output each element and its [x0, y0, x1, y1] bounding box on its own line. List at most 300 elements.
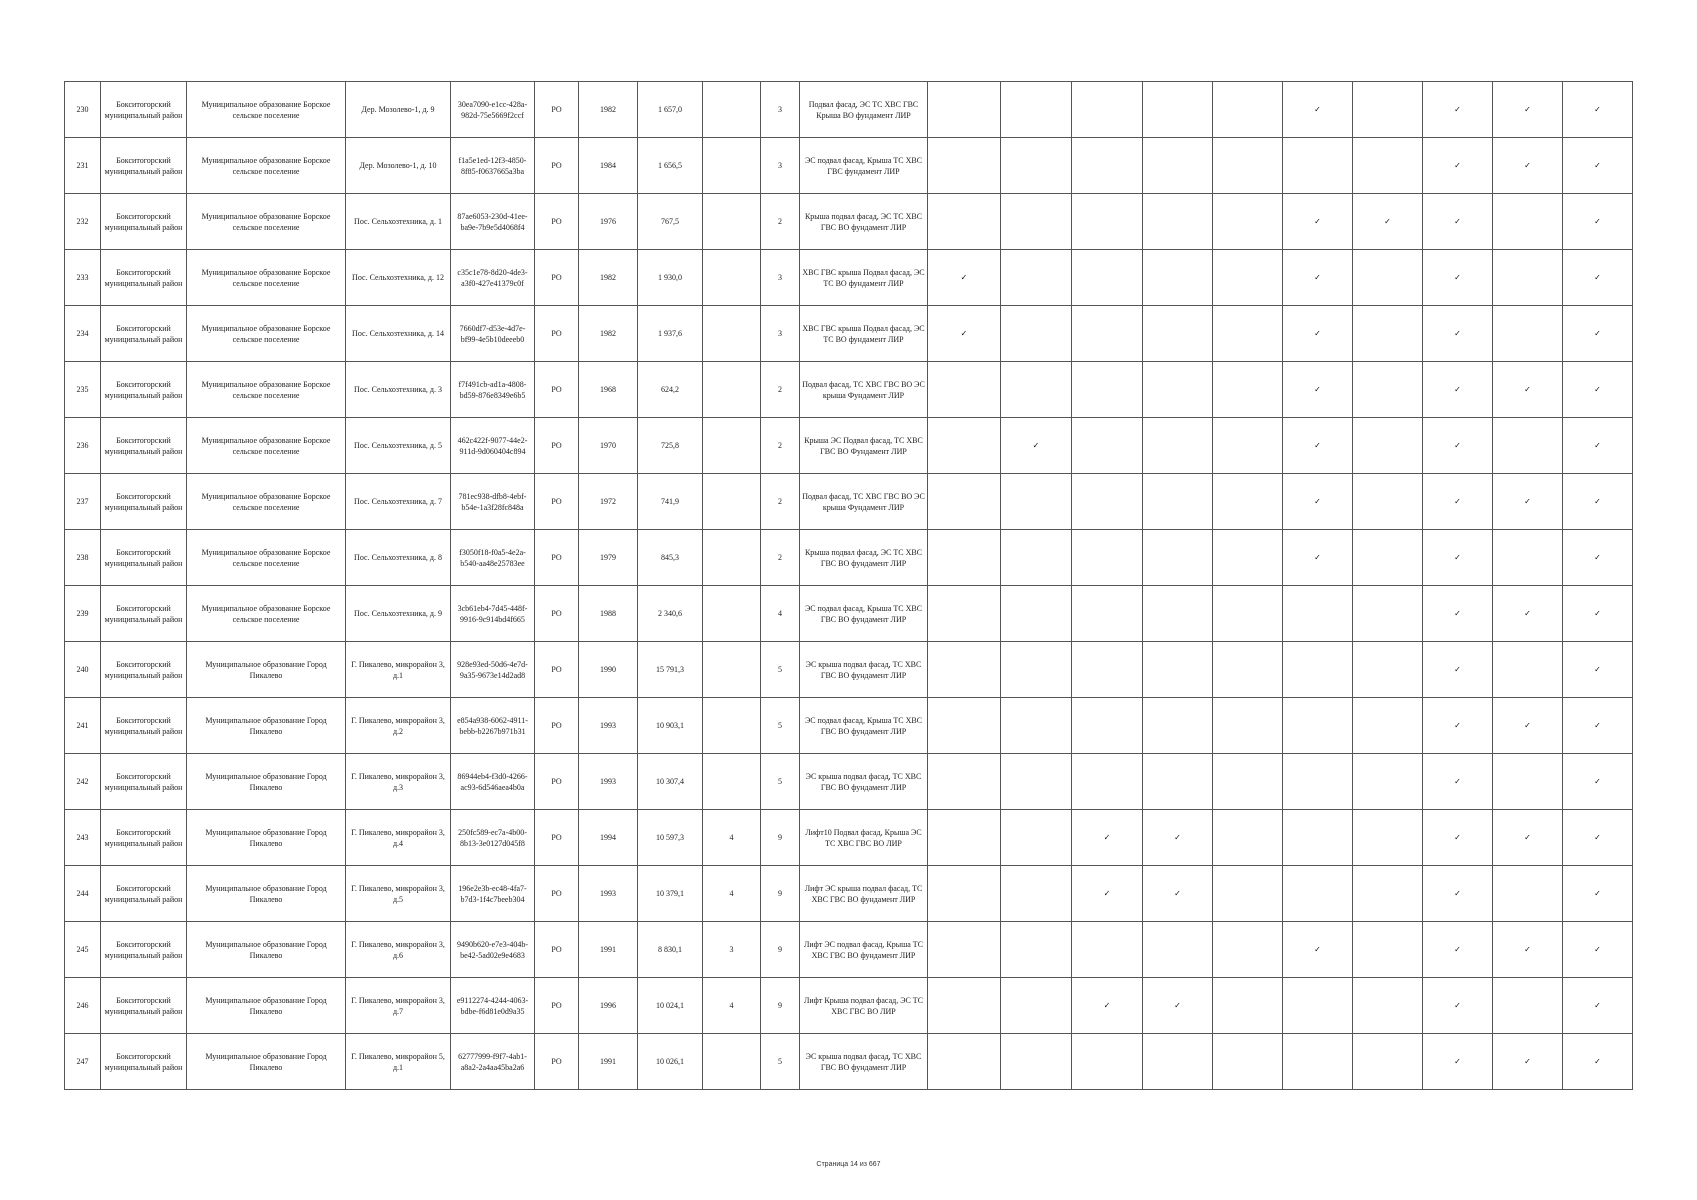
work-check-cell [1283, 866, 1353, 922]
cell-total-area: 624,2 [638, 362, 703, 418]
cell-floor-count: 3 [761, 82, 800, 138]
cell-fias-code: e854a938-6062-4911-bebb-b2267b971b31 [451, 698, 535, 754]
cell-fias-code: 87ae6053-230d-41ee-ba9e-7b9e5d4068f4 [451, 194, 535, 250]
check-mark-icon: ✓ [1594, 777, 1601, 786]
cell-row-number: 234 [65, 306, 101, 362]
check-mark-icon: ✓ [1594, 1057, 1601, 1066]
check-mark-icon: ✓ [1454, 441, 1461, 450]
work-check-cell [1353, 586, 1423, 642]
work-check-cell [1213, 474, 1283, 530]
work-check-cell [928, 922, 1001, 978]
cell-municipality-name: Муниципальное образование Борское сельское поселение [187, 474, 346, 530]
cell-floor-count: 2 [761, 530, 800, 586]
cell-row-number: 241 [65, 698, 101, 754]
cell-fund-form: РО [535, 362, 579, 418]
page-number-footer: Страница 14 из 667 [816, 1161, 881, 1168]
work-check-cell [1143, 362, 1213, 418]
cell-lift-count [703, 1034, 761, 1090]
check-mark-icon: ✓ [1032, 441, 1040, 450]
cell-district-name: Бокситогорский муниципальный район [101, 754, 187, 810]
cell-fund-form: РО [535, 642, 579, 698]
work-check-cell [1072, 474, 1143, 530]
cell-floor-count: 3 [761, 250, 800, 306]
cell-address: Г. Пикалево, микрорайон 3, д.4 [346, 810, 451, 866]
cell-municipality-name: Муниципальное образование Город Пикалево [187, 754, 346, 810]
cell-lift-count [703, 698, 761, 754]
cell-lift-count [703, 530, 761, 586]
check-mark-icon: ✓ [1314, 385, 1321, 394]
cell-planned-works: Крыша ЭС Подвал фасад, ТС ХВС ГВС ВО Фундамент ЛИР [800, 418, 928, 474]
work-check-cell [1143, 82, 1213, 138]
cell-municipality-name: Муниципальное образование Борское сельское поселение [187, 250, 346, 306]
cell-row-number: 236 [65, 418, 101, 474]
cell-municipality-name: Муниципальное образование Борское сельское поселение [187, 530, 346, 586]
work-check-cell [1143, 474, 1213, 530]
work-check-cell [1001, 586, 1072, 642]
work-check-cell [1493, 754, 1563, 810]
work-check-cell [928, 866, 1001, 922]
work-check-cell [1001, 698, 1072, 754]
cell-fias-code: f1a5e1ed-12f3-4850-8f85-f0637665a3ba [451, 138, 535, 194]
work-check-cell [928, 586, 1001, 642]
work-check-cell [1283, 250, 1353, 306]
cell-total-area: 1 656,5 [638, 138, 703, 194]
work-check-cell [1213, 362, 1283, 418]
table-row [65, 754, 1633, 810]
work-check-cell [1563, 922, 1633, 978]
work-check-cell [1563, 138, 1633, 194]
cell-planned-works: Подвал фасад, ЭС ТС ХВС ГВС Крыша ВО фундамент ЛИР [800, 82, 928, 138]
work-check-cell [1143, 978, 1213, 1034]
cell-build-year: 1979 [579, 530, 638, 586]
work-check-cell [1001, 530, 1072, 586]
cell-row-number: 242 [65, 754, 101, 810]
work-check-cell [1001, 306, 1072, 362]
cell-lift-count [703, 306, 761, 362]
work-check-cell [1493, 698, 1563, 754]
cell-municipality-name: Муниципальное образование Город Пикалево [187, 978, 346, 1034]
cell-floor-count: 2 [761, 418, 800, 474]
check-mark-icon: ✓ [1594, 609, 1601, 618]
check-mark-icon: ✓ [1594, 217, 1601, 226]
cell-lift-count: 3 [703, 922, 761, 978]
cell-fund-form: РО [535, 922, 579, 978]
work-check-cell [1353, 362, 1423, 418]
cell-district-name: Бокситогорский муниципальный район [101, 1034, 187, 1090]
work-check-cell [1423, 82, 1493, 138]
cell-planned-works: Лифт ЭС подвал фасад, Крыша ТС ХВС ГВС ВО фундамент ЛИР [800, 922, 928, 978]
work-check-cell [928, 194, 1001, 250]
cell-lift-count [703, 138, 761, 194]
work-check-cell [1283, 586, 1353, 642]
work-check-cell [1213, 642, 1283, 698]
cell-district-name: Бокситогорский муниципальный район [101, 362, 187, 418]
table-row [65, 362, 1633, 418]
check-mark-icon: ✓ [960, 329, 968, 338]
work-check-cell [1001, 922, 1072, 978]
work-check-cell [1283, 306, 1353, 362]
table-row [65, 82, 1633, 138]
check-mark-icon: ✓ [1454, 777, 1461, 786]
cell-row-number: 233 [65, 250, 101, 306]
cell-fund-form: РО [535, 194, 579, 250]
work-check-cell [1493, 250, 1563, 306]
cell-floor-count: 2 [761, 362, 800, 418]
work-check-cell [1493, 530, 1563, 586]
work-check-cell [1493, 922, 1563, 978]
work-check-cell [928, 698, 1001, 754]
check-mark-icon: ✓ [1314, 945, 1321, 954]
table-row [65, 306, 1633, 362]
work-check-cell [928, 250, 1001, 306]
check-mark-icon: ✓ [1594, 441, 1601, 450]
check-mark-icon: ✓ [1314, 105, 1321, 114]
cell-floor-count: 5 [761, 698, 800, 754]
work-check-cell [1143, 250, 1213, 306]
work-check-cell [1072, 250, 1143, 306]
work-check-cell [1353, 474, 1423, 530]
cell-build-year: 1993 [579, 866, 638, 922]
work-check-cell [1143, 754, 1213, 810]
cell-planned-works: ЭС крыша подвал фасад, ТС ХВС ГВС ВО фундамент ЛИР [800, 642, 928, 698]
work-check-cell [928, 530, 1001, 586]
work-check-cell [1353, 978, 1423, 1034]
cell-build-year: 1988 [579, 586, 638, 642]
check-mark-icon: ✓ [1314, 553, 1321, 562]
work-check-cell [1353, 698, 1423, 754]
check-mark-icon: ✓ [1454, 553, 1461, 562]
cell-floor-count: 5 [761, 754, 800, 810]
cell-row-number: 247 [65, 1034, 101, 1090]
work-check-cell [1283, 418, 1353, 474]
check-mark-icon: ✓ [1594, 1001, 1601, 1010]
work-check-cell [1353, 418, 1423, 474]
check-mark-icon: ✓ [1454, 217, 1461, 226]
work-check-cell [1353, 1034, 1423, 1090]
work-check-cell [1143, 866, 1213, 922]
work-check-cell [1563, 418, 1633, 474]
work-check-cell [1213, 530, 1283, 586]
cell-total-area: 1 930,0 [638, 250, 703, 306]
work-check-cell [1423, 810, 1493, 866]
work-check-cell [1143, 306, 1213, 362]
work-check-cell [928, 474, 1001, 530]
work-check-cell [1001, 474, 1072, 530]
work-check-cell [1001, 810, 1072, 866]
work-check-cell [928, 138, 1001, 194]
cell-district-name: Бокситогорский муниципальный район [101, 306, 187, 362]
cell-municipality-name: Муниципальное образование Город Пикалево [187, 922, 346, 978]
work-check-cell [1213, 194, 1283, 250]
check-mark-icon: ✓ [1454, 889, 1461, 898]
work-check-cell [1143, 922, 1213, 978]
check-mark-icon: ✓ [1594, 665, 1601, 674]
work-check-cell [1213, 306, 1283, 362]
work-check-cell [1072, 82, 1143, 138]
check-mark-icon: ✓ [1594, 833, 1601, 842]
work-check-cell [1493, 978, 1563, 1034]
cell-municipality-name: Муниципальное образование Борское сельское поселение [187, 586, 346, 642]
work-check-cell [1072, 306, 1143, 362]
work-check-cell [1072, 922, 1143, 978]
check-mark-icon: ✓ [1454, 721, 1461, 730]
work-check-cell [1493, 474, 1563, 530]
table-row [65, 922, 1633, 978]
work-check-cell [1283, 474, 1353, 530]
work-check-cell [1493, 586, 1563, 642]
cell-lift-count [703, 754, 761, 810]
work-check-cell [1493, 866, 1563, 922]
cell-fund-form: РО [535, 82, 579, 138]
work-check-cell [1563, 1034, 1633, 1090]
work-check-cell [1493, 138, 1563, 194]
work-check-cell [1283, 194, 1353, 250]
check-mark-icon: ✓ [1454, 665, 1461, 674]
cell-fund-form: РО [535, 474, 579, 530]
work-check-cell [1213, 82, 1283, 138]
cell-fias-code: 9490b620-e7e3-404b-be42-5ad02e9e4683 [451, 922, 535, 978]
check-mark-icon: ✓ [1314, 441, 1321, 450]
cell-lift-count [703, 250, 761, 306]
work-check-cell [1001, 250, 1072, 306]
cell-row-number: 239 [65, 586, 101, 642]
cell-lift-count [703, 586, 761, 642]
cell-municipality-name: Муниципальное образование Город Пикалево [187, 866, 346, 922]
cell-floor-count: 3 [761, 306, 800, 362]
cell-address: Г. Пикалево, микрорайон 3, д.1 [346, 642, 451, 698]
work-check-cell [1072, 810, 1143, 866]
cell-build-year: 1982 [579, 306, 638, 362]
work-check-cell [1001, 1034, 1072, 1090]
cell-total-area: 10 903,1 [638, 698, 703, 754]
work-check-cell [1283, 1034, 1353, 1090]
work-check-cell [1213, 698, 1283, 754]
work-check-cell [1072, 194, 1143, 250]
work-check-cell [1493, 642, 1563, 698]
cell-fund-form: РО [535, 250, 579, 306]
work-check-cell [1213, 586, 1283, 642]
cell-row-number: 246 [65, 978, 101, 1034]
cell-floor-count: 2 [761, 194, 800, 250]
cell-fund-form: РО [535, 586, 579, 642]
work-check-cell [1283, 138, 1353, 194]
work-check-cell [1423, 866, 1493, 922]
work-check-cell [1001, 754, 1072, 810]
work-check-cell [1283, 754, 1353, 810]
cell-address: Пос. Сельхозтехника, д. 7 [346, 474, 451, 530]
cell-row-number: 232 [65, 194, 101, 250]
work-check-cell [1213, 418, 1283, 474]
table-row [65, 530, 1633, 586]
work-check-cell [1001, 194, 1072, 250]
check-mark-icon: ✓ [1174, 889, 1181, 898]
cell-planned-works: ЭС подвал фасад, Крыша ТС ХВС ГВС фундамент ЛИР [800, 138, 928, 194]
check-mark-icon: ✓ [1594, 105, 1601, 114]
cell-fund-form: РО [535, 1034, 579, 1090]
cell-municipality-name: Муниципальное образование Борское сельское поселение [187, 82, 346, 138]
work-check-cell [1283, 530, 1353, 586]
check-mark-icon: ✓ [1524, 609, 1531, 618]
cell-municipality-name: Муниципальное образование Борское сельское поселение [187, 306, 346, 362]
cell-district-name: Бокситогорский муниципальный район [101, 698, 187, 754]
table-row [65, 1034, 1633, 1090]
cell-total-area: 725,8 [638, 418, 703, 474]
check-mark-icon: ✓ [1594, 273, 1601, 282]
cell-build-year: 1993 [579, 698, 638, 754]
work-check-cell [1143, 810, 1213, 866]
cell-lift-count [703, 642, 761, 698]
check-mark-icon: ✓ [1103, 833, 1111, 842]
work-check-cell [928, 978, 1001, 1034]
check-mark-icon: ✓ [1454, 609, 1461, 618]
cell-fias-code: 462c422f-9077-44e2-911d-9d060404c894 [451, 418, 535, 474]
cell-build-year: 1968 [579, 362, 638, 418]
check-mark-icon: ✓ [1594, 945, 1601, 954]
check-mark-icon: ✓ [1384, 217, 1391, 226]
cell-build-year: 1990 [579, 642, 638, 698]
cell-total-area: 767,5 [638, 194, 703, 250]
work-check-cell [1423, 418, 1493, 474]
cell-fias-code: 250fc589-ec7a-4b00-8b13-3e0127d045f8 [451, 810, 535, 866]
work-check-cell [928, 1034, 1001, 1090]
cell-fund-form: РО [535, 530, 579, 586]
work-check-cell [1423, 306, 1493, 362]
work-check-cell [928, 362, 1001, 418]
work-check-cell [928, 306, 1001, 362]
work-check-cell [1563, 754, 1633, 810]
cell-lift-count: 4 [703, 978, 761, 1034]
work-check-cell [1143, 642, 1213, 698]
cell-district-name: Бокситогорский муниципальный район [101, 474, 187, 530]
cell-fund-form: РО [535, 698, 579, 754]
work-check-cell [1423, 754, 1493, 810]
table-row [65, 250, 1633, 306]
work-check-cell [1001, 978, 1072, 1034]
cell-build-year: 1991 [579, 922, 638, 978]
work-check-cell [1072, 138, 1143, 194]
work-check-cell [1283, 922, 1353, 978]
check-mark-icon: ✓ [960, 273, 968, 282]
check-mark-icon: ✓ [1524, 833, 1531, 842]
cell-row-number: 244 [65, 866, 101, 922]
cell-lift-count [703, 362, 761, 418]
cell-planned-works: Крыша подвал фасад, ЭС ТС ХВС ГВС ВО фундамент ЛИР [800, 530, 928, 586]
cell-total-area: 845,3 [638, 530, 703, 586]
work-check-cell [1001, 82, 1072, 138]
cell-planned-works: ЭС крыша подвал фасад, ТС ХВС ГВС ВО фундамент ЛИР [800, 754, 928, 810]
cell-address: Пос. Сельхозтехника, д. 3 [346, 362, 451, 418]
cell-build-year: 1982 [579, 250, 638, 306]
housing-register-table [64, 81, 1633, 1090]
cell-lift-count [703, 194, 761, 250]
work-check-cell [1353, 194, 1423, 250]
work-check-cell [1563, 642, 1633, 698]
check-mark-icon: ✓ [1454, 833, 1461, 842]
work-check-cell [1143, 586, 1213, 642]
cell-row-number: 245 [65, 922, 101, 978]
cell-row-number: 243 [65, 810, 101, 866]
cell-planned-works: ЭС подвал фасад, Крыша ТС ХВС ГВС ВО фундамент ЛИР [800, 698, 928, 754]
work-check-cell [1423, 698, 1493, 754]
check-mark-icon: ✓ [1103, 889, 1111, 898]
cell-floor-count: 9 [761, 866, 800, 922]
cell-fias-code: 7660df7-d53e-4d7e-bf99-4e5b10deeeb0 [451, 306, 535, 362]
work-check-cell [1213, 250, 1283, 306]
cell-total-area: 10 026,1 [638, 1034, 703, 1090]
work-check-cell [1563, 250, 1633, 306]
cell-total-area: 741,9 [638, 474, 703, 530]
work-check-cell [1353, 138, 1423, 194]
work-check-cell [1353, 922, 1423, 978]
work-check-cell [1353, 250, 1423, 306]
check-mark-icon: ✓ [1524, 105, 1531, 114]
work-check-cell [1072, 1034, 1143, 1090]
work-check-cell [1493, 194, 1563, 250]
table-body [65, 82, 1633, 1090]
work-check-cell [1353, 866, 1423, 922]
work-check-cell [1423, 474, 1493, 530]
work-check-cell [1353, 82, 1423, 138]
cell-municipality-name: Муниципальное образование Город Пикалево [187, 642, 346, 698]
check-mark-icon: ✓ [1524, 385, 1531, 394]
cell-total-area: 10 379,1 [638, 866, 703, 922]
check-mark-icon: ✓ [1594, 553, 1601, 562]
work-check-cell [1072, 754, 1143, 810]
cell-municipality-name: Муниципальное образование Борское сельское поселение [187, 362, 346, 418]
cell-fias-code: c35c1e78-8d20-4de3-a3f0-427e41379c0f [451, 250, 535, 306]
work-check-cell [1072, 978, 1143, 1034]
work-check-cell [1563, 474, 1633, 530]
cell-planned-works: Лифт ЭС крыша подвал фасад, ТС ХВС ГВС ВО фундамент ЛИР [800, 866, 928, 922]
cell-build-year: 1984 [579, 138, 638, 194]
cell-row-number: 238 [65, 530, 101, 586]
table-row [65, 474, 1633, 530]
cell-build-year: 1982 [579, 82, 638, 138]
work-check-cell [928, 810, 1001, 866]
cell-build-year: 1993 [579, 754, 638, 810]
cell-fund-form: РО [535, 754, 579, 810]
check-mark-icon: ✓ [1454, 273, 1461, 282]
cell-district-name: Бокситогорский муниципальный район [101, 642, 187, 698]
cell-fias-code: e9112274-4244-4063-bdbe-f6d81e0d9a35 [451, 978, 535, 1034]
cell-district-name: Бокситогорский муниципальный район [101, 866, 187, 922]
work-check-cell [1001, 866, 1072, 922]
cell-total-area: 10 307,4 [638, 754, 703, 810]
cell-row-number: 230 [65, 82, 101, 138]
work-check-cell [1353, 810, 1423, 866]
work-check-cell [1423, 586, 1493, 642]
cell-lift-count [703, 474, 761, 530]
check-mark-icon: ✓ [1314, 497, 1321, 506]
check-mark-icon: ✓ [1454, 1001, 1461, 1010]
cell-fias-code: f7f491cb-ad1a-4808-bd59-876e8349e6b5 [451, 362, 535, 418]
cell-planned-works: Подвал фасад, ТС ХВС ГВС ВО ЭС крыша Фундамент ЛИР [800, 474, 928, 530]
work-check-cell [1213, 138, 1283, 194]
work-check-cell [1493, 418, 1563, 474]
work-check-cell [1072, 418, 1143, 474]
cell-fund-form: РО [535, 866, 579, 922]
check-mark-icon: ✓ [1524, 161, 1531, 170]
cell-district-name: Бокситогорский муниципальный район [101, 82, 187, 138]
cell-planned-works: ЭС крыша подвал фасад, ТС ХВС ГВС ВО фундамент ЛИР [800, 1034, 928, 1090]
cell-total-area: 10 024,1 [638, 978, 703, 1034]
work-check-cell [928, 418, 1001, 474]
cell-address: Г. Пикалево, микрорайон 3, д.3 [346, 754, 451, 810]
work-check-cell [1423, 978, 1493, 1034]
cell-planned-works: Лифт Крыша подвал фасад, ЭС ТС ХВС ГВС ВО ЛИР [800, 978, 928, 1034]
work-check-cell [1001, 138, 1072, 194]
check-mark-icon: ✓ [1594, 497, 1601, 506]
